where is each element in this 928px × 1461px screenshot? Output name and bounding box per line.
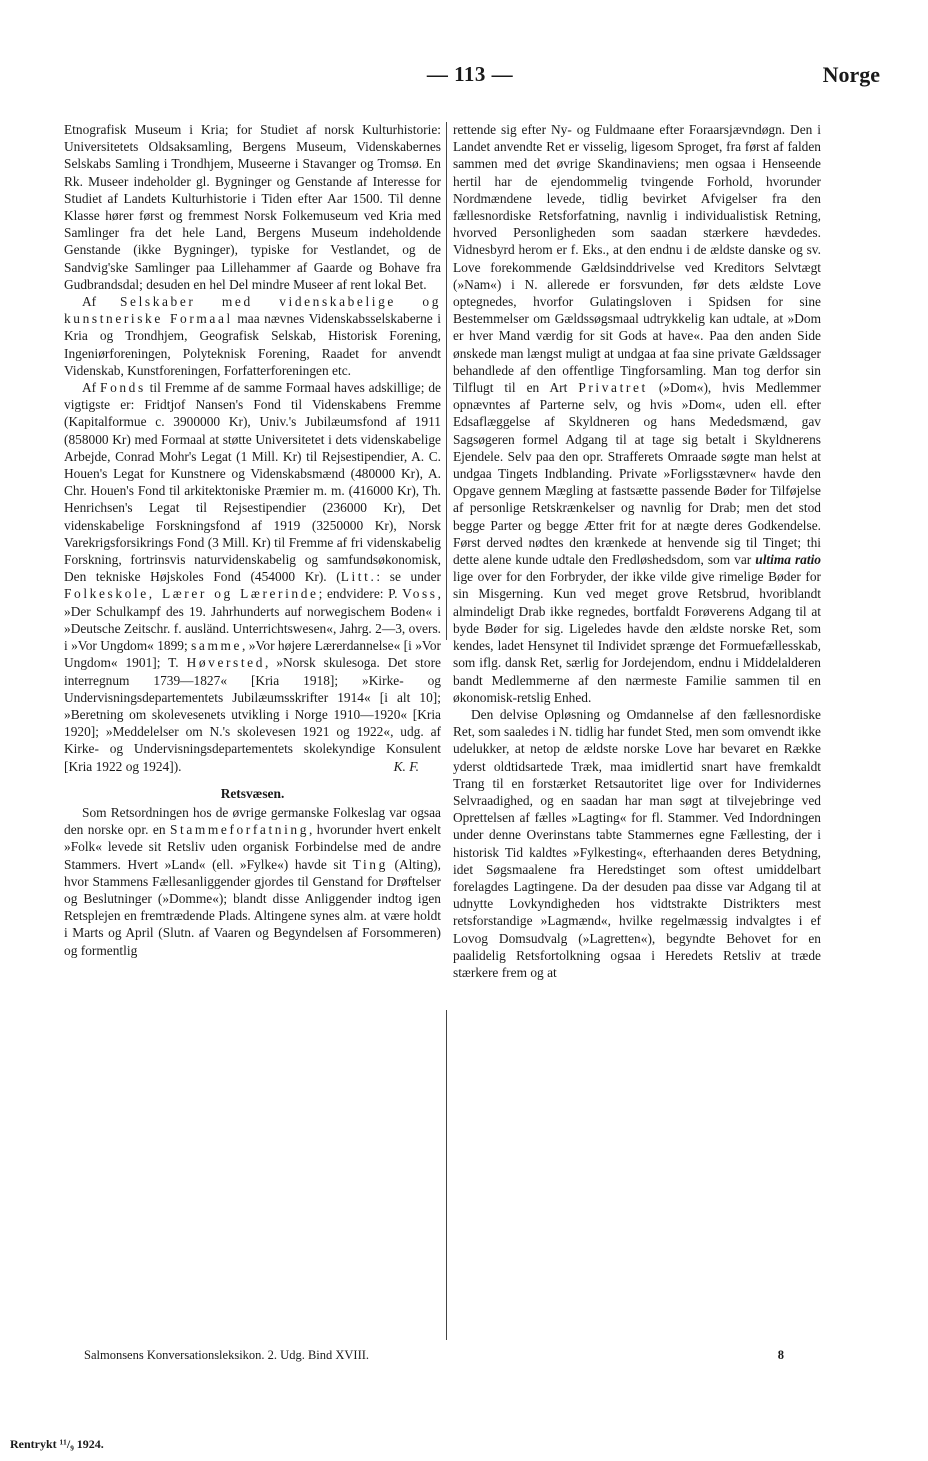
spaced-term: Stammeforfatning (169, 822, 309, 838)
spaced-term: Folkeskole, Lærer og Lærerinde (64, 586, 319, 602)
paragraph-funds: Af Fonds til Fremme af de samme Formaal haves adskillige; de vigtigste er: Fridtjof Nansen's Fond til Videnskabens Fremme (Kapitalformue c. 3900000 Kr), Univ.'s Jubilæumsfond af 1911 (858000 Kr) med Formaal at støtte Universitetet i dets videnskabelige Arbejde, Conrad Mohr's Legat (1 Mill. Kr) til Rejsestipendier, A. C. Houen's Legat for Kunstnere og Videnskabsmænd (480000 Kr), A. Chr. Houen's Fond til arkitektoniske Præmier m. m. (416000 Kr), Th. Henrichsen's Legat til Rejsestipendier (236000 Kr), Det videnskabelige Forskningsfond af 1919 (3250000 Kr), Norsk Varekrigsforsikrings Fond (3 Mill. Kr) til Fremme af fri videnskabelig Forskning, fortrinsvis naturvidenskabelig og samfundsøkonomisk, Den tekniske Højskoles Fond (454000 Kr). (Litt.: se under Folkeskole, Lærer og Lærerinde; endvidere: P. Voss, »Der Schulkampf des 19. Jahrhunderts auf norwegischem Boden« i »Deutsche Zeitschr. f. ausländ. Unterrichtswesen«, Jahrg. 2—3, overs. i »Vor Ungdom« 1899; samme, »Vor højere Lærerdannelse« [i »Vor Ungdom« 1901]; T. Høversted, »Norsk skulesoga. Det store interregnum 1739—1827« [Kria 1918]; »Kirke- og Undervisningsdepartementets Jubilæumsskrifter 1914« [i alt 10]; »Beretning om skolevesenets utvikling i Norge 1910—1920« [Kria 1920]; »Meddelelser om N.'s skolevesen 1921 og 1922«, udg. af Kirke- og Undervisningsdepartementets skolekyndige Konsulent [Kria 1922 og 1924]). K. F. (64, 380, 442, 774)
spaced-term: Privatret (578, 380, 648, 396)
spaced-term: Fonds (100, 380, 146, 396)
reprint-note: Rentrykt ¹¹/₉ 1924. (10, 1437, 104, 1451)
spaced-term: Høversted (186, 655, 266, 671)
left-column (64, 121, 441, 959)
spaced-term: Litt. (340, 569, 377, 585)
sheet-number: 8 (777, 1348, 784, 1362)
paragraph-societies: Af Selskaber med videnskabelige og kunstneriske Formaal maa nævnes Videnskabsselskaberne i Kria og Trondhjem, Geografisk Selskab, Historisk Forening, Ingeniørforeningen, Polyteknisk Forening, Raadet for anvendt Videnskab, Kunstforeningen, Forfatterforeningen etc. (64, 294, 441, 378)
spaced-term: Voss (402, 586, 438, 602)
paragraph-private-law: rettende sig efter Ny- og Fuldmaane efter Foraarsjævndøgn. Den i Landet anvendte Ret er visselig, ligesom Sproget, fra først af falden sammen med det øvrige Skandinaviens; men ogsaa i Henseende hertil har de ejendommelig tvingende Forhold, hvorunder Nordmændene levede, tidlig bevirket Afvigelser fra den fællesnordiske Retsforfatning, navnlig i individualistisk Retning, hvorved Personligheden som saadan stærkere hævdedes. Vidnesbyrd herom er f. Eks., at den endnu i de ældste danske og sv. Love forekommende Gældsinddrivelse ved Kreditors Selvtægt (»Nam«) i N. allerede er forsvunden, før dets ældste Love optegnedes, hvorfor Gulatingsloven i Spidsen for sine Bestemmelser om Gældssøgsmaal udtrykkelig kan udtale, at »Dom er hver Mand værdig for sit Gods at have«. Paa den anden Side ønskede man længst muligt at undgaa at faa sine private Gældssager behandlede af den offentlige Tingforsamling. Man tog derfor sin Tilflugt til en Art Privatret (»Dom«), hvis Medlemmer opnævntes af Parterne selv, og hvis »Dom«, uden ell. efter Edsaflæggelse af Skyldneren og hans Mededsmænd, gav Sagsøgeren formel Adgang til at tage sig betalt i Skyldnerens Ejendele. Selv paa den opr. Strafferets Omraade søgte man helst at undgaa Tingets Indblanding. Private »Forligsstævner« havde den Opgave gennem Mægling at fastsætte passende Bøder for Tilføjelse af personlige Retskrænkelser og navnlig for Drab; men det stod begge Parter og begge Ætter frit for at nægte deres Godkendelse. Først derved nødtes den krænkede at henvende sig til Tinget; thi dette alene kunde udtale den Fredløshedsdom, som var ultima ratio lige over for den Forbryder, der ikke vilde give rimelige Bøder for sin Misgerning. Kun ved meget grove Retsbrud, hvoriblandt almindeligt Drab ikke regnedes, bortfaldt Forøverens Adgang til at byde Bøder for sig. Ligeledes havde den ældste norske Ret, som kendes, ladet Hensynet til Individet sprænge det Formuefællesskab, som iflg. dansk Ret, særlig for Jordejendom, endnu i Middelalderen bandt Medlemmerne af den nærmeste Familie sammen til en økonomisk-retslig Enhed. (453, 122, 821, 705)
author-signature: K. F. (393, 758, 419, 774)
paragraph-lagting: Den delvise Opløsning og Omdannelse af den fællesnordiske Ret, som saaledes i N. tidlig har fundet Sted, men som omvendt ikke udelukker, at netop de ældste norske Love har bevaret en Række yderst oldtidsartede Træk, maa imidlertid snart have fremkaldt Trang til en forstærket Retsautoritet lige over for Individernes Selvraadighed, og en saadan har man søgt at tilvejebringe ved Oprettelsen af fælles »Lagting« for fl. Stammer. Ved Indordningen under denne Overinstans tabte Stammernes egne Fællesting, der i historisk Tid kaldtes »Fylkesting«, efterhaanden deres Betydning, idet Søgsmaalene fra Heredstinget som oftest umiddelbart forelagdes Lagtingene. Da der desuden paa disse var Adgang til at udnytte Lovkyndigheden hos vidtstrakte Distrikters mest retsforstandige »Lagmænd«, hvilke regelmæssig indvalgtes i ef Lovog Domsudvalg (»Lagretten«), begyndte Behovet for en paalidelig Retsfortolkning ogsaa i Heredets Retsliv at træde stærkere frem og at (453, 706, 821, 980)
source-line: Salmonsens Konversationsleksikon. 2. Udg. Bind XVIII. (84, 1348, 370, 1362)
column-divider (446, 122, 447, 640)
page-footer (84, 1348, 784, 1363)
right-column (453, 121, 821, 981)
running-head: Norge (822, 62, 880, 87)
page-header (60, 62, 880, 92)
spaced-term: Selskaber med videnskabelige og kunstneriske Formaal (64, 294, 441, 327)
paragraph-legal-system: Som Retsordningen hos de øvrige germanske Folkeslag var ogsaa den norske opr. en Stammeforfatning, hvorunder hvert enkelt »Folk« levede sit Retsliv uden organisk Forbindelse med de andre Stammers. Hvert »Land« (ell. »Fylke«) havde sit Ting (Alting), hvor Stammens Fællesanliggender gjordes til Genstand for Drøftelser og Beslutninger (»Domme«); blandt disse Anliggender indtog igen Retsplejen en fremtrædende Plads. Altingene synes alm. at være holdt i Marts og April (Slutn. af Vaaren og Begyndelsen af Forsommeren) og formentlig (64, 804, 441, 958)
section-heading: Retsvæsen. (220, 785, 285, 801)
page-number: — 113 — (426, 62, 514, 86)
spaced-term: Ting (352, 856, 388, 872)
paragraph-museums: Etnografisk Museum i Kria; for Studiet af norsk Kulturhistorie: Universitetets Oldsaksamling, Bergens Museum, Videnskabernes Selskabs Samling i Trondhjem, Museerne i Stavanger og Tromsø. En Rk. Museer indeholder gl. Bygninger og Genstande af Interesse for Studiet af Landets Kulturhistorie i Tiden efter Aar 1500. Til denne Klasse hører først og fremmest Norsk Folkemuseum ved Kria med Samlinger fra det hele Land, Bergens Museum indeholdende Genstande (ikke Bygninger), typiske for Vestlandet, og de Sandvig'ske Samlinger paa Lillehammer af Gaarde og Bohave fra Gudbrandsdal; desuden en hel Del mindre Museer af rent lokal Bet. (64, 122, 441, 292)
spaced-term: samme (191, 638, 243, 654)
italic-term: ultima ratio (755, 552, 821, 568)
column-divider (446, 1010, 447, 1340)
